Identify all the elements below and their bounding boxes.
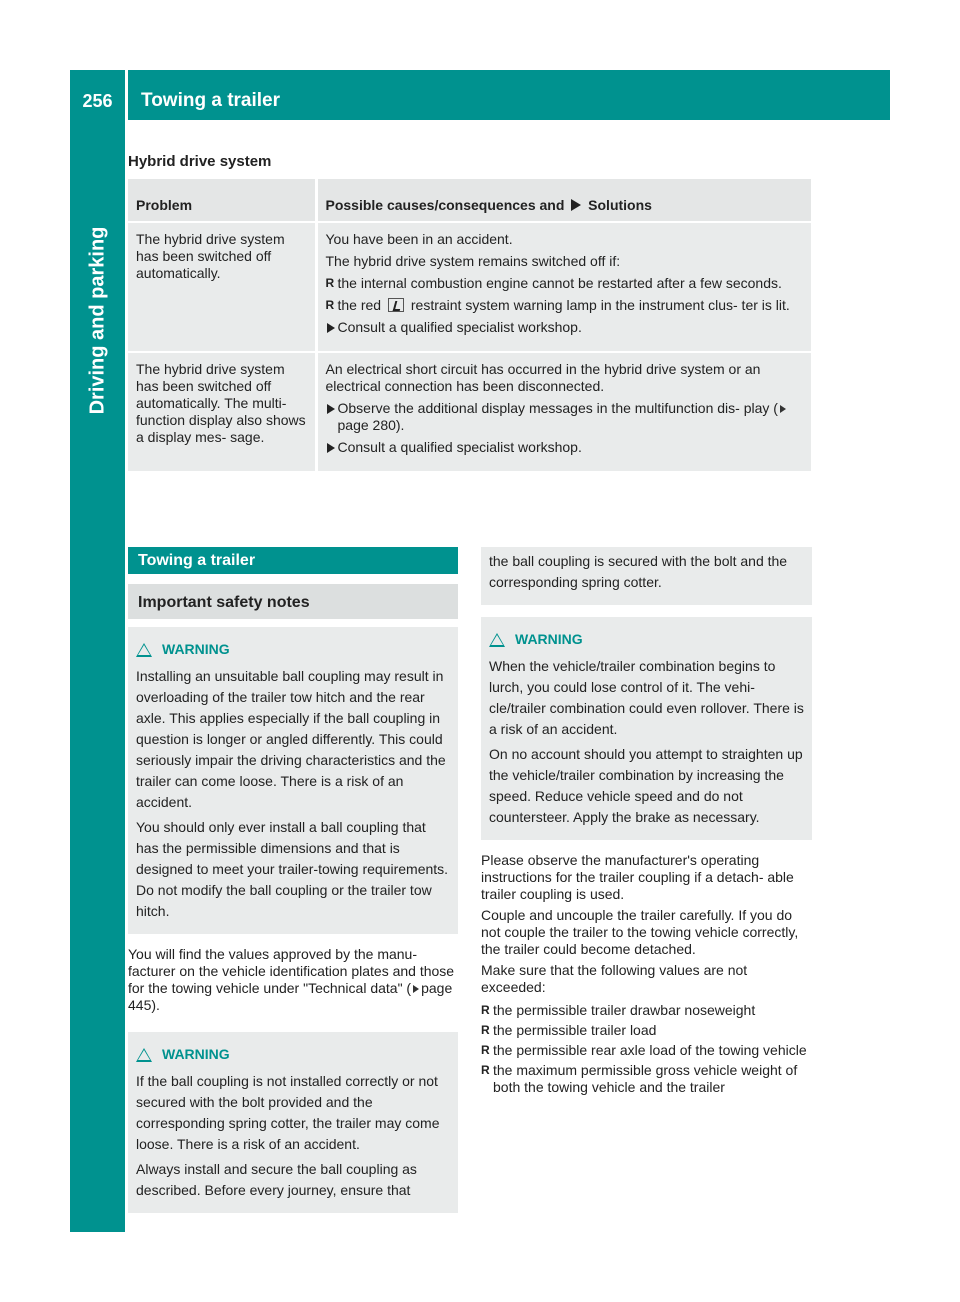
body-text	[481, 852, 812, 1096]
bullet-text-pre: the red	[337, 297, 382, 313]
table-row	[128, 222, 811, 352]
body-paragraph: Couple and uncouple the trailer carefully. If you do not couple the trailer to the towing vehicle correctly, the trailer could become detached.	[481, 907, 799, 957]
header-solutions-text: Solutions	[588, 197, 652, 213]
warning-triangle-icon	[489, 633, 505, 647]
solution-cell	[316, 222, 811, 352]
warning-text: Always install and secure the ball coupling as described. Before every journey, ensure that	[136, 1161, 417, 1198]
chapter-title: Towing a trailer	[141, 90, 281, 111]
action-item: Consult a qualified specialist workshop.	[326, 439, 804, 456]
right-column	[481, 547, 812, 1099]
bullet-item	[326, 297, 804, 314]
problem-cell: The hybrid drive system has been switched off automatically. The multi- function display also shows a display mes- sage.	[128, 352, 316, 471]
heading-safety-notes: Important safety notes	[128, 584, 458, 619]
warning-box	[128, 627, 458, 934]
list-item: R the maximum permissible gross vehicle weight of both the towing vehicle and the trailer	[481, 1062, 812, 1096]
warning-continuation	[481, 547, 812, 605]
body-paragraph: Make sure that the following values are not exceeded:	[481, 962, 748, 995]
bullet-text-post: restraint system warning lamp in the instrument clus- ter is lit.	[410, 297, 790, 313]
warning-text: If the ball coupling is not installed correctly or not secured with the bolt provided and the corresponding spring cotter, the trailer may come loose. There is a risk of an accident.	[136, 1073, 440, 1152]
bullet-item: R the internal combustion engine cannot be restarted after a few seconds.	[326, 275, 804, 292]
warning-title	[136, 639, 451, 660]
page-ref-link[interactable]: page 445).	[128, 980, 453, 1013]
body-paragraph	[128, 946, 458, 1014]
warning-text: the ball coupling is secured with the bolt and the corresponding spring cotter.	[489, 553, 788, 590]
problem-cell: The hybrid drive system has been switched off automatically.	[128, 222, 316, 352]
solution-cell	[316, 352, 811, 471]
warning-text: You should only ever install a ball coupling that has the permissible dimensions and that is designed to meet your trailer-towing requirements. Do not modify the ball coupling or the trailer tow hitch.	[136, 819, 449, 919]
side-tab-label: Driving and parking	[86, 226, 108, 414]
warning-box	[481, 617, 812, 840]
page-number: 256	[82, 91, 113, 111]
warning-label: WARNING	[162, 1046, 230, 1062]
warning-text: When the vehicle/trailer combination begins to lurch, you could lose control of it. The vehi- cle/trailer combination could even rollover. There is a risk of an accident.	[489, 658, 804, 737]
header-causes-text: Possible causes/consequences and	[325, 197, 565, 213]
header-problem: Problem	[128, 178, 316, 222]
body-text-pre: You will find the values approved by the manu- facturer on the vehicle identification plates and those for the towing vehicle under "Technical data" (	[128, 946, 455, 996]
action-item: Consult a qualified specialist workshop.	[326, 319, 804, 336]
section-title-hybrid: Hybrid drive system	[128, 153, 272, 170]
side-tab-label-wrap	[70, 140, 125, 500]
warning-triangle-icon	[136, 643, 152, 657]
restraint-system-warning-lamp-icon	[388, 298, 404, 312]
table-row	[128, 352, 811, 471]
list-item: R the permissible trailer load	[481, 1022, 812, 1039]
warning-box	[128, 1032, 458, 1213]
heading-towing-trailer: Towing a trailer	[128, 547, 458, 574]
action-item	[326, 400, 804, 434]
warning-label: WARNING	[162, 641, 230, 657]
warning-title	[136, 1044, 451, 1065]
warning-text: On no account should you attempt to straighten up the vehicle/trailer combination by increasing the speed. Reduce vehicle speed and do not countersteer. Apply the brake as necessary.	[489, 746, 803, 825]
page-ref-link[interactable]: page 280).	[337, 417, 405, 433]
header-causes	[316, 178, 811, 222]
header-separator	[125, 70, 128, 120]
page-ref-arrow-icon	[413, 985, 419, 993]
body-paragraph: Please observe the manufacturer's operating instructions for the trailer coupling if a detach- able trailer coupling is used.	[481, 852, 794, 902]
warning-triangle-icon	[136, 1048, 152, 1062]
warning-label: WARNING	[515, 631, 583, 647]
action-text-pre: Observe the additional display messages in the multifunction dis- play (	[337, 400, 778, 416]
list-item: R the permissible rear axle load of the towing vehicle	[481, 1042, 812, 1059]
solution-arrow-icon	[571, 199, 581, 211]
cause-text: An electrical short circuit has occurred in the hybrid drive system or an electrical connection has been disconnected.	[325, 361, 761, 394]
cause-text: The hybrid drive system remains switched off if:	[325, 253, 621, 269]
body-text	[128, 946, 458, 1014]
cause-text: You have been in an accident.	[325, 231, 513, 247]
warning-text: Installing an unsuitable ball coupling may result in overloading of the trailer tow hitch and the rear axle. This applies especially if the ball coupling in question is longer or angled differently. This could seriously impair the driving characteristics and the trailer can come loose. There is a risk of an accident.	[136, 668, 446, 810]
page-ref-arrow-icon	[780, 405, 786, 413]
hybrid-problems-table	[128, 177, 811, 471]
list-item: R the permissible trailer drawbar noseweight	[481, 1002, 812, 1019]
left-column	[128, 547, 458, 1213]
table-header-row	[128, 178, 811, 222]
warning-title	[489, 629, 805, 650]
